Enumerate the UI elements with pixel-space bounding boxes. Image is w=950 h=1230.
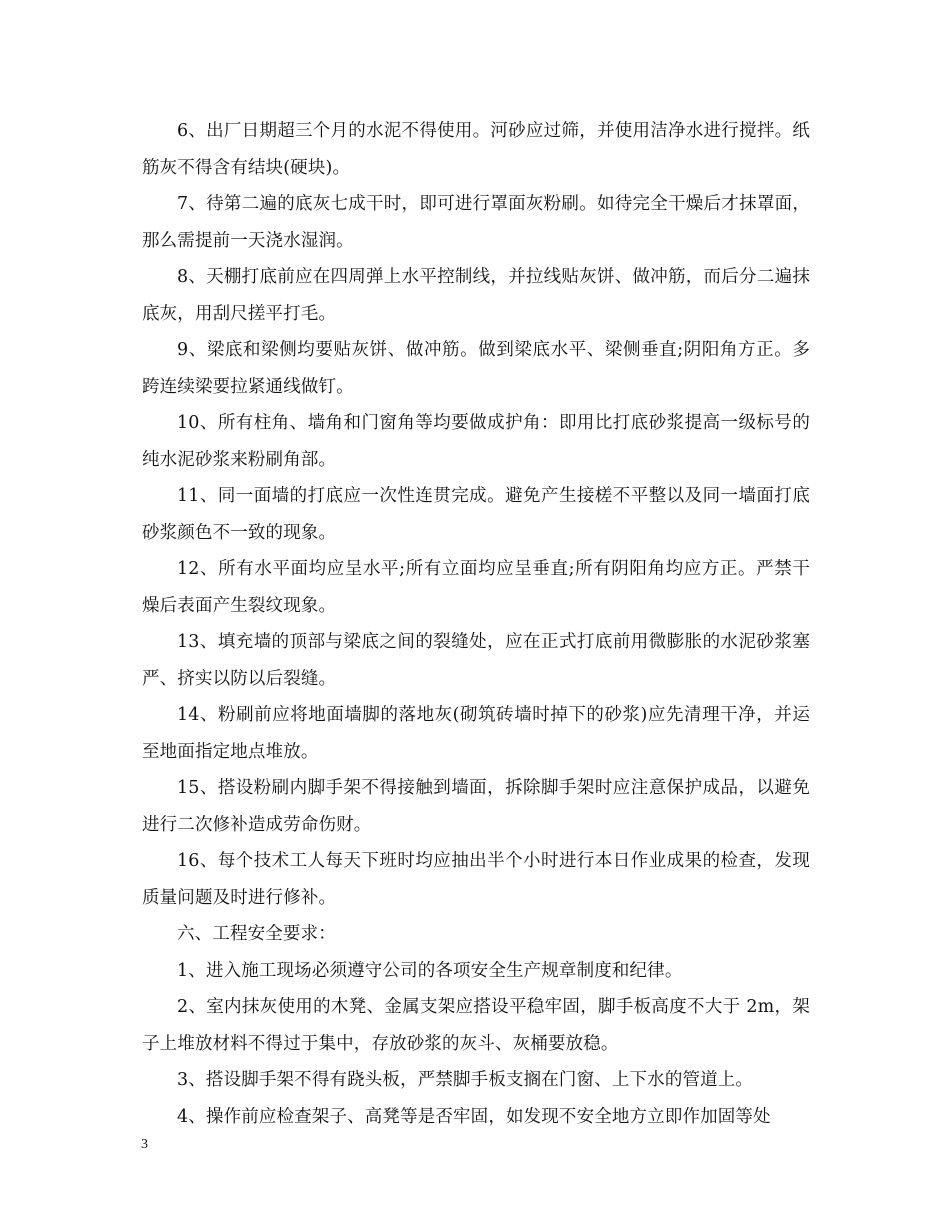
paragraph-item-10-corner-guards: 10、所有柱角、墙角和门窗角等均要做成护角：即用比打底砂浆提高一级标号的纯水泥砂浆来粉刷角部。 bbox=[142, 413, 810, 470]
document-body bbox=[142, 113, 810, 1135]
paragraph-item-13-infill-wall-gap: 13、填充墙的顶部与梁底之间的裂缝处，应在正式打底前用微膨胀的水泥砂浆塞严、挤实以防以后裂缝。 bbox=[142, 632, 810, 689]
safety-item-2-supports: 2、室内抹灰使用的木凳、金属支架应搭设平稳牢固，脚手板高度不大于 2m，架子上堆放材料不得过于集中，存放砂浆的灰斗、灰桶要放稳。 bbox=[142, 997, 810, 1054]
paragraph-item-16-daily-check: 16、每个技术工人每天下班时均应抽出半个小时进行本日作业成果的检查，发现质量问题及时进行修补。 bbox=[142, 851, 810, 908]
safety-item-1-rules: 1、进入施工现场必须遵守公司的各项安全生产规章制度和纪律。 bbox=[177, 960, 683, 981]
paragraph-item-6-cement-sand: 6、出厂日期超三个月的水泥不得使用。河砂应过筛，并使用洁净水进行搅拌。纸筋灰不得含有结块(硬块)。 bbox=[142, 121, 810, 178]
paragraph-item-9-beams: 9、梁底和梁侧均要贴灰饼、做冲筋。做到梁底水平、梁侧垂直;阴阳角方正。多跨连续梁要拉紧通线做钉。 bbox=[142, 340, 810, 397]
section-heading-safety-requirements: 六、工程安全要求： bbox=[177, 924, 336, 944]
paragraph-item-12-level-plumb: 12、所有水平面均应呈水平;所有立面均应呈垂直;所有阴阳角均应方正。严禁干燥后表面产生裂纹现象。 bbox=[142, 559, 810, 616]
page-number: 3 bbox=[141, 1137, 148, 1152]
paragraph-item-7-finish-coat: 7、待第二遍的底灰七成干时，即可进行罩面灰粉刷。如待完全干燥后才抹罩面，那么需提前一天浇水湿润。 bbox=[142, 194, 810, 251]
safety-item-3-scaffold-boards: 3、搭设脚手架不得有跷头板，严禁脚手板支搁在门窗、上下水的管道上。 bbox=[177, 1070, 754, 1090]
paragraph-item-14-cleanup: 14、粉刷前应将地面墙脚的落地灰(砌筑砖墙时掉下的砂浆)应先清理干净，并运至地面指定地点堆放。 bbox=[142, 705, 810, 762]
paragraph-item-11-wall-base-coat: 11、同一面墙的打底应一次性连贯完成。避免产生接槎不平整以及同一墙面打底砂浆颜色不一致的现象。 bbox=[142, 486, 810, 543]
paragraph-item-8-ceiling: 8、天棚打底前应在四周弹上水平控制线，并拉线贴灰饼、做冲筋，而后分二遍抹底灰，用刮尺搓平打毛。 bbox=[142, 267, 810, 324]
safety-item-4-inspection: 4、操作前应检查架子、高凳等是否牢固，如发现不安全地方立即作加固等处 bbox=[177, 1106, 771, 1127]
paragraph-item-15-scaffold-contact: 15、搭设粉刷内脚手架不得接触到墙面，拆除脚手架时应注意保护成品，以避免进行二次修补造成劳命伤财。 bbox=[142, 778, 810, 835]
